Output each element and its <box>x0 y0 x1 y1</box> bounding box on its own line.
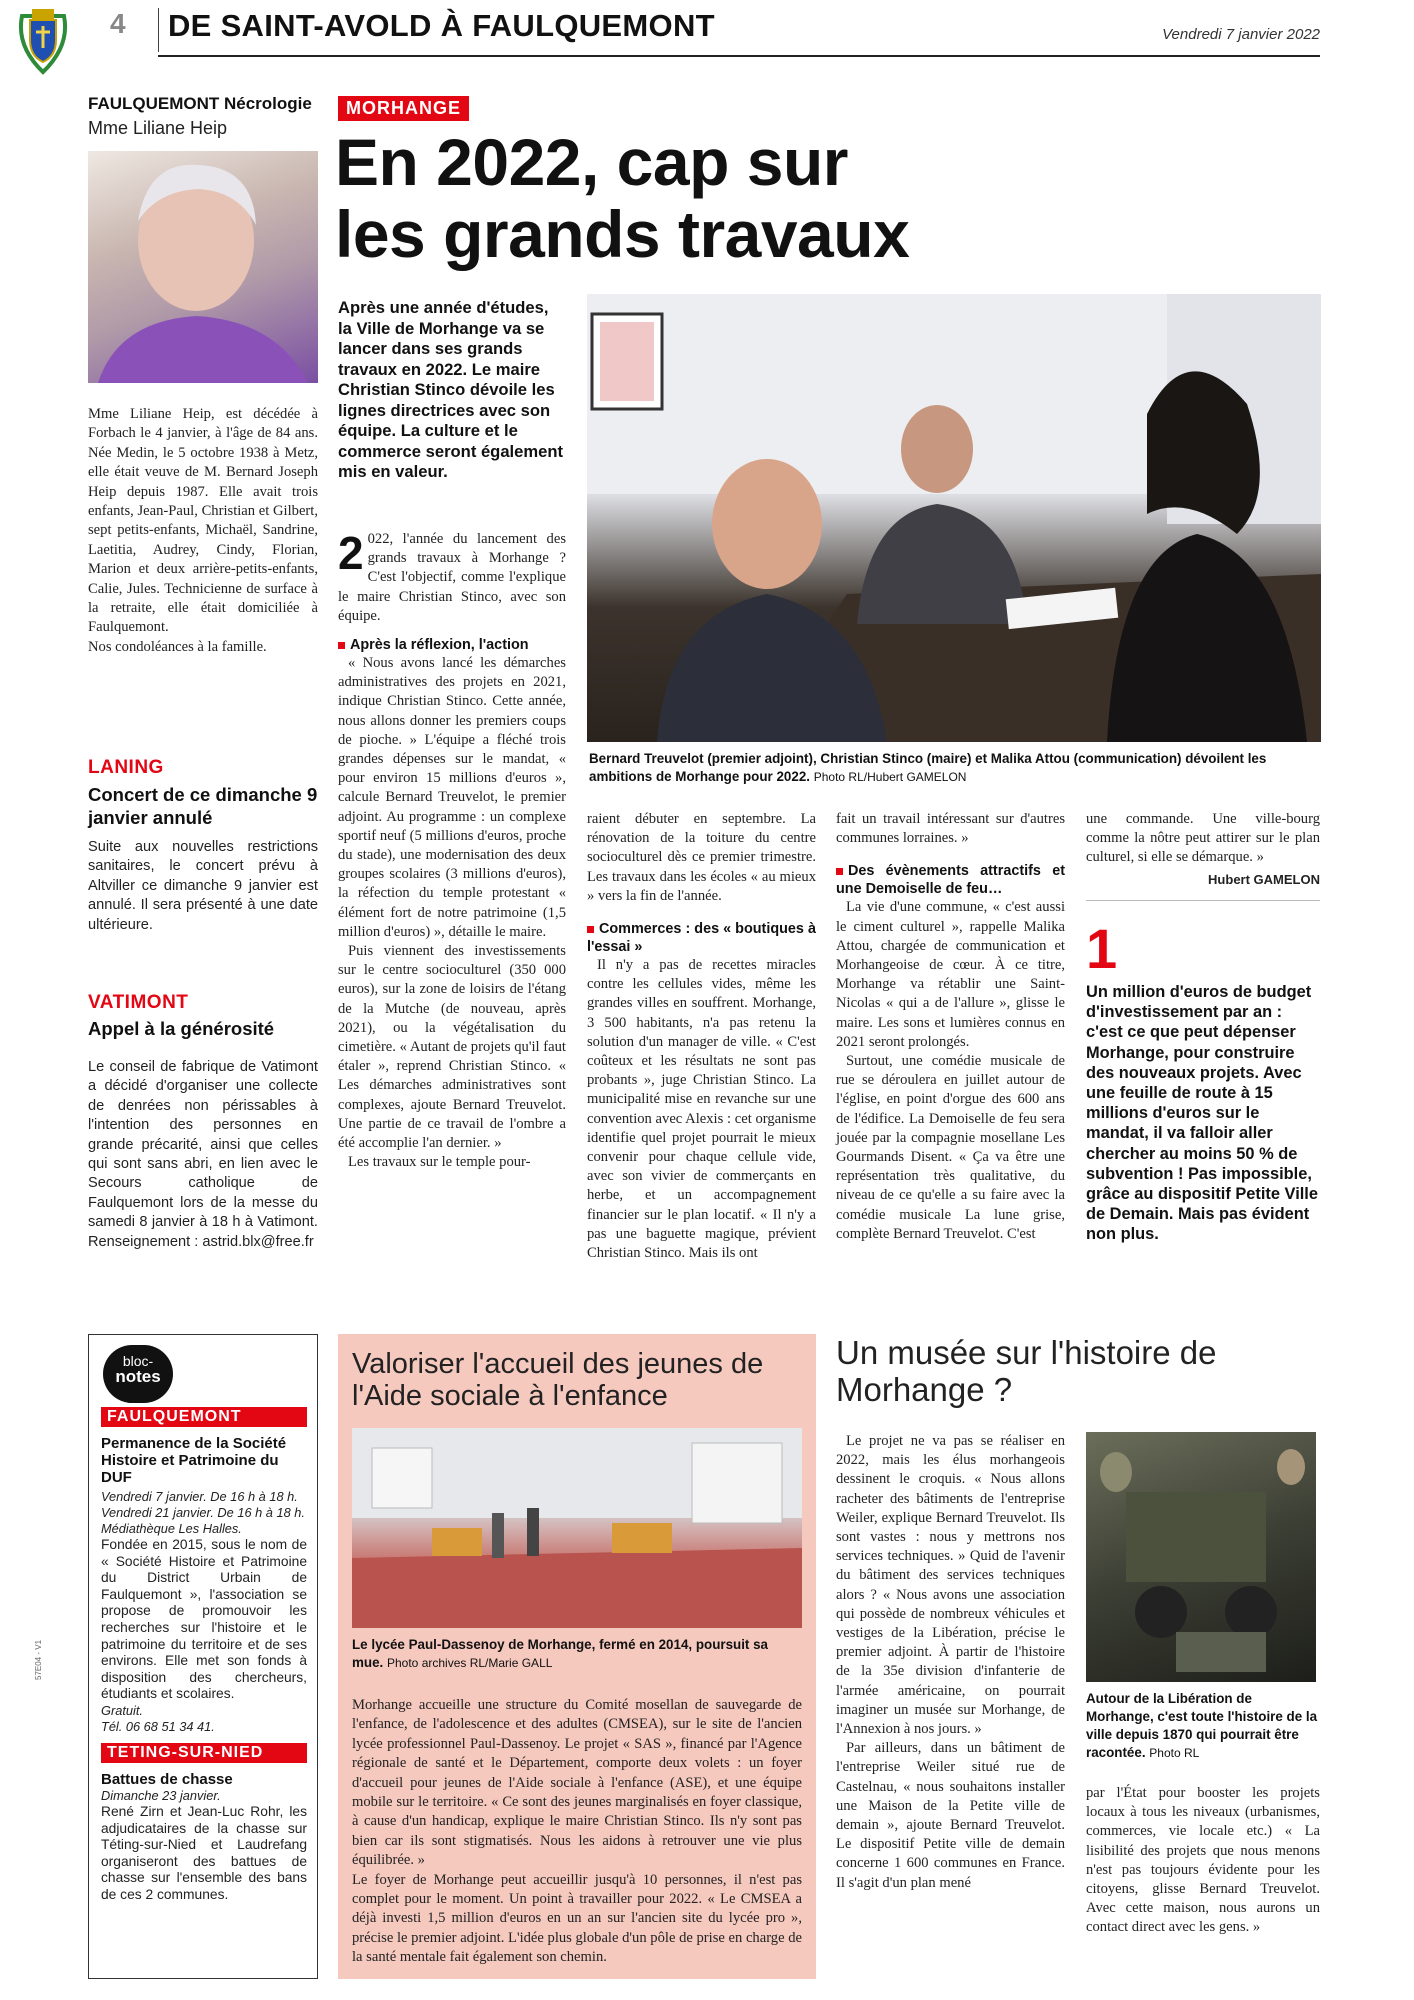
musee-col-2 <box>1086 1784 1320 1938</box>
main-photo <box>587 294 1321 742</box>
bloc-tel-1: Tél. 06 68 51 34 41. <box>101 1718 215 1734</box>
main-tag: MORHANGE <box>338 96 469 121</box>
factbox-text: Un million d'euros de budget d'investissement par an : c'est ce que peut dépenser Morhange, pour construire des nouveaux projets. Avec une feuille de route à 15 millions d'euros sur le mandat, il va falloir aller chercher au moins 50 % de subvention ! Pas impossible, grâce au dispositif Petite Ville de Demain. Mais pas évident non plus. <box>1086 983 1318 1244</box>
bloc-meta-1: Vendredi 7 janvier. De 16 h à 18 h. Vendredi 21 janvier. De 16 h à 18 h. Médiathèque Les Halles. <box>101 1489 305 1536</box>
musee-caption-credit: Photo RL <box>1149 1746 1200 1760</box>
necro-text: Mme Liliane Heip, est décédée à Forbach le 4 janvier, à l'âge de 84 ans. Née Medin, le 5 octobre 1938 à Metz, elle était veuve de M. Bernard Joseph Heip depuis 1987. Elle avait trois enfants, Jean-Paul, Christian et Gilbert, sept petits-enfants, Michaël, Sandrine, Laetitia, Audrey, Cindy, Florian, Marion et deux arrière-petits-enfants, Calie, Jules. Technicienne de surface à la retraite, elle était domiciliée à Faulquemont. <box>88 406 318 636</box>
col3-p3: Surtout, une comédie musicale de rue se déroulera en juillet autour de l'église, en point d'orgue des 600 ans de l'édifice. La Demoiselle de feu sera jouée par la compagnie mosellane Les Gourmands Disent. « Ça va être une représentation très qualitative, du niveau de ce qu'elle a su faire avec la comédie musicale La lune grise, complète Bernard Treuvelot. C'est <box>836 1053 1065 1242</box>
main-col-1 <box>338 527 566 1173</box>
article-signature: Hubert GAMELON <box>1208 871 1320 887</box>
laning-kicker: LANING <box>88 757 164 778</box>
main-p1: « Nous avons lancé les démarches administratives des projets en 2021, indique Christian Stinco. Cette année, nous allons donner les premiers coups de pioche. » L'équipe a fléché trois grandes dépenses sur le mandat, « pour environ 15 millions d'euros », calcule Bernard Treuvelot, le premier adjoint. Au programme : un complexe sportif neuf (5 millions d'euros, proche du stade), une modernisation des deux groupes scolaires (3 millions d'euros), la réfection du temple protestant « élément fort de notre patrimoine (1,5 million d'euros) », détaille le maire. <box>338 655 566 940</box>
vatimont-text: Le conseil de fabrique de Vatimont a décidé d'organiser une collecte de denrées non périssables à l'intention des personnes en grande précarité, ainsi que celles qui sont sans abri, en lien avec le Secours catholique de Faulquemont lors de la messe du samedi 8 janvier à 18 h à Vatimont. Renseignement : astrid.blx@free.fr <box>88 1059 318 1250</box>
bloc-body <box>101 1407 307 1904</box>
caption-text: Bernard Treuvelot (premier adjoint), Christian Stinco (maire) et Malika Attou (communication) dévoilent les ambitions de Morhange pour 2022. <box>589 751 1267 784</box>
ase-photo <box>352 1428 802 1628</box>
bloc-text-2: René Zirn et Jean-Luc Rohr, les adjudicataires de la chasse sur Téting-sur-Nied et Laudrefang organiseront des battues de chasse sur l'ensemble des bans de ces 2 communes. <box>101 1803 307 1902</box>
necro-condolences: Nos condoléances à la famille. <box>88 638 267 655</box>
main-col-3 <box>836 810 1065 1244</box>
bloc-text-1: Fondée en 2015, sous le nom de « Société Histoire et Patrimoine du District Urbain de Faulquemont », l'association se propose de promouvoir les recherches sur l'histoire et le patrimoine du territoire et de ses environs. Elle met son fonds à disposition des chercheurs, étudiants et scolaires. <box>101 1537 307 1702</box>
bloc-meta-2: Dimanche 23 janvier. <box>101 1787 221 1803</box>
ase-p1: Morhange accueille une structure du Comité mosellan de sauvegarde de l'enfance, de l'adolescence et des adultes (CMSEA), sur le site de l'ancien lycée professionnel Paul-Dassenoy. Le projet « SAS », financé par l'Agence régionale de santé et le Département, comporte deux volets : un foyer d'accueil pour jeunes de l'Aide sociale à l'enfance (ASE), et une équipe mobile sur le territoire. « Ce sont des jeunes marginalisés en foyer classique, à cause d'un handicap, explique le maire Christian Stinco. Ils n'y sont pas bien car ils sont stigmatisés. Nous les aidons à retrouver une vie plus équilibrée. » <box>352 1697 802 1869</box>
caption-credit: Photo RL/Hubert GAMELON <box>813 770 967 784</box>
issue-date: Vendredi 7 janvier 2022 <box>1162 26 1320 43</box>
ase-caption-text: Le lycée Paul-Dassenoy de Morhange, fermé en 2014, poursuit sa mue. <box>352 1637 769 1670</box>
musee-p3: par l'État pour booster les projets locaux à tous les niveaux (urbanismes, commerces, vie locale etc.) « La lisibilité des projets que nous menons n'est pas toujours évidente pour les citoyens, glisse Bernard Treuvelot. Avec cette maison, nous aurons un contact direct avec les gens. » <box>1086 1785 1320 1936</box>
intro-paragraph <box>338 527 566 626</box>
main-chapo: Après une année d'études, la Ville de Morhange va se lancer dans ses grands travaux en 2022. Le maire Christian Stinco dévoile les lignes directrices avec son équipe. La culture et le commerce seront également mis en valeur. <box>338 298 564 481</box>
col4-p1: une commande. Une ville-bourg comme la nôtre peut attirer sur le plan culturel, si elle se démarque. » <box>1086 811 1320 866</box>
bloc-logo-line-2: notes <box>115 1367 161 1386</box>
city-crest-icon <box>14 6 72 78</box>
vatimont-article <box>88 992 318 1252</box>
main-p3: Les travaux sur le temple pour- <box>348 1154 531 1171</box>
subhead-evenements: Des évènements attractifs et une Demoiselle de feu… <box>836 863 1065 898</box>
vatimont-kicker: VATIMONT <box>88 992 189 1013</box>
side-code: 57E04 - V1 <box>34 1639 43 1680</box>
col3-p2: La vie d'une commune, « c'est aussi le ciment culturel », rappelle Malika Attou, chargée de communication et Morhangeoise de cœur. À ce titre, Morhange va rétablir une Saint-Nicolas « qui a de l'allure », glisse le maire. Les sons et lumières connus en 2021 seront prolongés. <box>836 899 1065 1050</box>
musee-p1: Le projet ne va pas se réaliser en 2022, mais les élus morhangeois dessinent le croquis. « Nous allons racheter des bâtiments de l'entreprise Weiler, explique Bernard Treuvelot. Ils sont vastes : nous y mettrons nos services techniques. » Quid de l'avenir du bâtiment des services techniques alors ? « Nous avons une association qui possède de nombreux véhicules et vestiges de la Libération, précise le premier adjoint. À partir de l'histoire de la 35e division d'infanterie de l'armée américaine, on pourrait imaginer un musée sur Morhange, de l'Annexion à nos jours. » <box>836 1433 1065 1738</box>
section-title: DE SAINT-AVOLD À FAULQUEMONT <box>168 8 715 43</box>
musee-p2: Par ailleurs, dans un bâtiment de l'entreprise Weiler situé rue de Castelnau, « nous souhaitons installer une Maison de la Petite ville de demain », ajoute Bernard Treuvelot. Le dispositif Petite ville de demain concerne 1 600 communes en France. Il s'agit d'un plan mené <box>836 1740 1065 1891</box>
necro-kicker: FAULQUEMONT Nécrologie <box>88 94 312 113</box>
laning-article <box>88 757 318 935</box>
vatimont-title: Appel à la générosité <box>88 1018 275 1039</box>
header-rule <box>158 55 1320 57</box>
headline-line-2: les grands travaux <box>335 197 910 271</box>
dropcap: 2 <box>338 527 364 579</box>
bloc-town-1: FAULQUEMONT <box>101 1407 307 1427</box>
main-photo-caption <box>589 750 1319 786</box>
header-divider <box>158 8 159 52</box>
col2-p2: Il n'y a pas de recettes miracles contre les cellules vides, même les grandes villes en souffrent. Morhange, 3 500 habitants, n'a pas retenu la solution d'un manager de ville. « C'est coûteux et les résultats ne sont pas probants », juge Christian Stinco. La municipalité mise en revanche sur une convention avec Alexis : cet organisme identifie quel projet pourrait le mieux convenir pour chaque cellule vide, avec son vivier de commerçants en herbe, et un accompagnement financier sur le plan locatif. « Il n'y a pas une baguette magique, prévient Christian Stinco. Mais ils ont <box>587 957 816 1262</box>
laning-text: Suite aux nouvelles restrictions sanitaires, le concert prévu à Altviller ce dimanche 9 janvier est annulé. Il sera présenté à une date ultérieure. <box>88 839 318 933</box>
ase-article <box>338 1334 816 1979</box>
factbox-rule <box>1086 900 1320 901</box>
bloc-title-1: Permanence de la Société Histoire et Patrimoine du DUF <box>101 1435 287 1486</box>
bloc-town-2: TETING-SUR-NIED <box>101 1743 307 1763</box>
ase-caption-credit: Photo archives RL/Marie GALL <box>387 1656 553 1670</box>
factbox <box>1086 917 1320 1245</box>
musee-photo <box>1086 1432 1316 1682</box>
musee-headline: Un musée sur l'histoire de Morhange ? <box>836 1334 1217 1408</box>
subhead-commerces: Commerces : des « boutiques à l'essai » <box>587 921 816 956</box>
main-p2: Puis viennent des investissements sur le centre socioculturel (350 000 euros), sur la zone de loisirs de l'étang de la Mutche (de nouveau, après 2021), ou la végétalisation du cimetière. « Autant de projets qu'il faut étaler », reprend Christian Stinco. « Les démarches administratives sont complexes, ajoute Bernard Treuvelot. Une partie de ce travail de l'ombre a été accomplie l'an dernier. » <box>338 943 566 1152</box>
intro-text: 022, l'année du lancement des grands travaux à Morhange ? C'est l'objectif, comme l'explique le maire Christian Stinco, avec son équipe. <box>338 531 566 624</box>
subhead-reflexion: Après la réflexion, l'action <box>338 636 566 654</box>
col2-p1: raient débuter en septembre. La rénovation de la toiture du centre socioculturel dès ce premier trimestre. Les travaux dans les écoles « au mieux » vers la fin de l'année. <box>587 811 816 904</box>
bloc-extra-1: Gratuit. <box>101 1702 143 1718</box>
header <box>0 0 1414 60</box>
ase-p2: Le foyer de Morhange peut accueillir jusqu'à 10 personnes, il n'est pas complet pour le moment. Un point à travailler pour 2022. « Le CMSEA a déjà investi 1,5 million d'euros en un an sur l'ancien site du lycée pro », précise le premier adjoint. L'idée plus globale d'un pôle de prise en charge de la santé mentale fait également son chemin. <box>352 1871 802 1966</box>
bloc-notes-logo <box>103 1345 173 1403</box>
main-col-4 <box>1086 810 1320 889</box>
factbox-number: 1 <box>1086 917 1118 980</box>
ase-caption <box>352 1636 802 1672</box>
main-headline <box>335 126 1135 270</box>
musee-caption <box>1086 1690 1320 1762</box>
necrology-article <box>88 94 318 657</box>
bloc-title-2: Battues de chasse <box>101 1770 233 1788</box>
ase-body <box>352 1696 802 1968</box>
main-col-2 <box>587 810 816 1263</box>
bloc-notes <box>88 1334 318 1979</box>
ase-headline: Valoriser l'accueil des jeunes de l'Aide sociale à l'enfance <box>352 1348 764 1412</box>
page-number: 4 <box>110 8 126 39</box>
laning-title: Concert de ce dimanche 9 janvier annulé <box>88 784 318 828</box>
musee-caption-text: Autour de la Libération de Morhange, c'est toute l'histoire de la ville depuis 1870 qui pourrait être racontée. <box>1086 1691 1318 1760</box>
bloc-logo-line-1: bloc- <box>122 1353 154 1369</box>
musee-col-1 <box>836 1432 1065 1893</box>
col3-p1: fait un travail intéressant sur d'autres communes lorraines. » <box>836 811 1065 847</box>
necro-name: Mme Liliane Heip <box>88 118 228 138</box>
portrait-photo <box>88 151 318 383</box>
headline-line-1: En 2022, cap sur <box>335 125 848 199</box>
